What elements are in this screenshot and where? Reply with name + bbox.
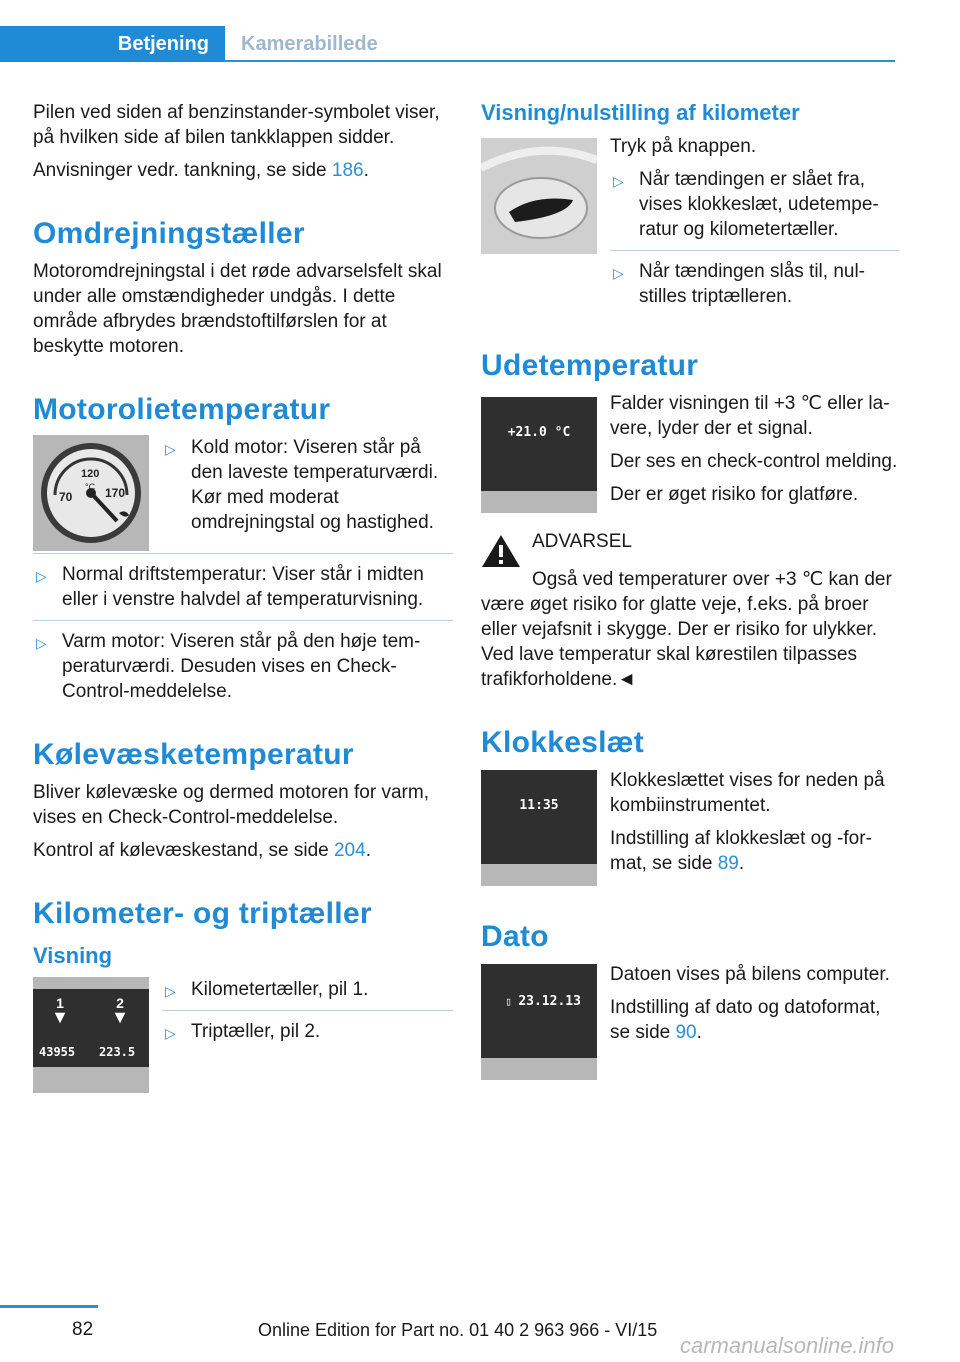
section-tab-active[interactable]: Betjening [0,26,225,62]
edition-text: Online Edition for Part no. 01 40 2 963 966 - VI/15 [258,1320,658,1340]
temp-display-text: +21.0 °C [507,425,571,440]
triangle-bullet-icon: ▷ [165,1025,176,1041]
section-tab-inactive[interactable]: Kamerabillede [241,33,378,55]
clock-display-text: 11:35 [519,798,559,813]
triangle-bullet-icon: ▷ [36,635,47,651]
calendar-icon: ▯ [505,995,519,1008]
triangle-bullet-icon: ▷ [613,265,624,281]
gauge-unit: °C [85,482,96,492]
arrow-2-icon: 2 ▼ [111,995,129,1027]
temp-text-2: Der ses en check-control melding. [610,451,898,472]
arrow-1-icon: 1 ▼ [51,995,69,1027]
gauge-label-high: 170 [105,486,126,500]
date-display-image [481,964,597,1080]
date-row [481,962,899,1080]
triangle-bullet-icon: ▷ [165,441,176,457]
rpm-text: Motoromdrejningstal i det røde advarselsfelt skal under alle omstændigheder undgås. I dette område afbrydes brændstoftilførslen for at beskytte motoren. [33,261,442,357]
subheading-display: Visning [33,943,113,968]
page-number: 82 [72,1319,94,1340]
reset-bullet-1: ▷ Når tændingen er slået fra, vises klokkeslæt, udetemperatur og kilometertæller. [610,167,899,251]
heading-coolant-temp: Kølevæsketemperatur [33,738,354,771]
temp-text-3: Der er øget risiko for glatføre. [610,484,859,505]
reset-bullet-2: ▷ Når tændingen slås til, nulstilles triptælleren. [613,261,865,307]
right-column [481,100,899,1080]
reset-intro: Tryk på knappen. [610,136,757,157]
heading-oil-temp: Motorolietemperatur [33,393,331,426]
fuel-arrow-text: Pilen ved siden af benzinstander-symbolet viser, på hvilken side af bilen tankklappen sidder. [33,102,440,148]
oil-bullet-hot: ▷ Varm motor: Viseren står på den høje temperaturværdi. Desuden vises en Check-Control-meddelelse. [36,631,421,702]
odometer-display-image [33,977,149,1093]
heading-rpm: Omdrejningstæller [33,217,305,250]
refuel-reference: Anvisninger vedr. tankning, se side 186. [33,160,369,181]
tripmeter-value: 223.5 [99,1045,136,1059]
coolant-text: Bliver kølevæske og dermed motoren for varm, vises en Check-Control-meddelelse. [33,782,429,828]
clock-display-image [481,770,597,886]
heading-odometer: Kilometer- og triptæller [33,897,372,930]
gauge-label-low: 70 [59,490,73,504]
date-text-1: Datoen vises på bilens computer. [610,964,890,985]
watermark: carmanualsonline.info [680,1333,895,1358]
oil-gauge-image [33,435,149,551]
heading-reset: Visning/nulstilling af kilometer [481,100,800,125]
outside-temp-row [481,391,899,515]
warning-triangle-icon [481,533,521,569]
temp-text-1: Falder visningen til +3 ℃ eller lavere, lyder der et signal. [610,393,890,439]
oil-bullet-cold: ▷ Kold motor: Viseren står på den laveste temperaturværdi. Kør med moderat omdrejningstal og hastighed. [165,437,439,533]
clock-text-2: Indstilling af klokkeslæt og -format, se side 89. [610,828,872,874]
odometer-screen [33,989,149,1067]
warning-block [481,529,899,569]
page-link-186[interactable]: 186 [331,160,364,181]
triangle-bullet-icon: ▷ [165,983,176,999]
warning-text: Også ved temperaturer over +3 ℃ kan der være øget risiko for glatte veje, f.eks. på broer eller vejafsnit i skygge. Der er risiko for ulykker. Ved lave temperatur skal kørestilen tilpasses trafikforholdene.◄ [481,569,892,690]
oil-bullet-normal: ▷ Normal driftstemperatur: Viser står i midten eller i venstre halvdel af temperaturvisning. [33,562,453,621]
heading-clock: Klokkeslæt [481,726,645,759]
page-header [0,26,895,62]
warning-title: ADVARSEL [532,531,632,552]
oil-temp-row [33,435,453,551]
km-bullet-2: ▷ Triptæller, pil 2. [162,1019,453,1044]
heading-outside-temp: Udetemperatur [481,349,699,382]
reset-button-image [481,138,597,254]
page-link-89[interactable]: 89 [717,853,739,874]
km-bullet-1: ▷ Kilometertæller, pil 1. [162,977,453,1011]
clock-text-1: Klokkeslættet vises for neden på kombiinstrumentet. [610,770,885,816]
coolant-reference: Kontrol af kølevæskestand, se side 204. [33,840,371,861]
triangle-bullet-icon: ▷ [613,173,624,189]
oil-gauge-icon [33,435,149,551]
heading-date: Dato [481,920,549,953]
odometer-value: 43955 [39,1045,76,1059]
odometer-row [33,977,453,1093]
page-link-204[interactable]: 204 [333,840,366,861]
gauge-label-mid: 120 [81,468,100,480]
triangle-bullet-icon: ▷ [36,568,47,584]
footer-rule [0,1305,98,1308]
reset-row [481,134,899,315]
clock-row [481,768,899,886]
left-column [33,100,453,1093]
temp-display-image [481,397,597,513]
page-link-90[interactable]: 90 [675,1022,697,1043]
date-display-text: ▯ 23.12.13 [505,994,581,1009]
reset-knob-icon [481,138,597,254]
date-text-2: Indstilling af dato og datoformat, se side 90. [610,997,881,1043]
